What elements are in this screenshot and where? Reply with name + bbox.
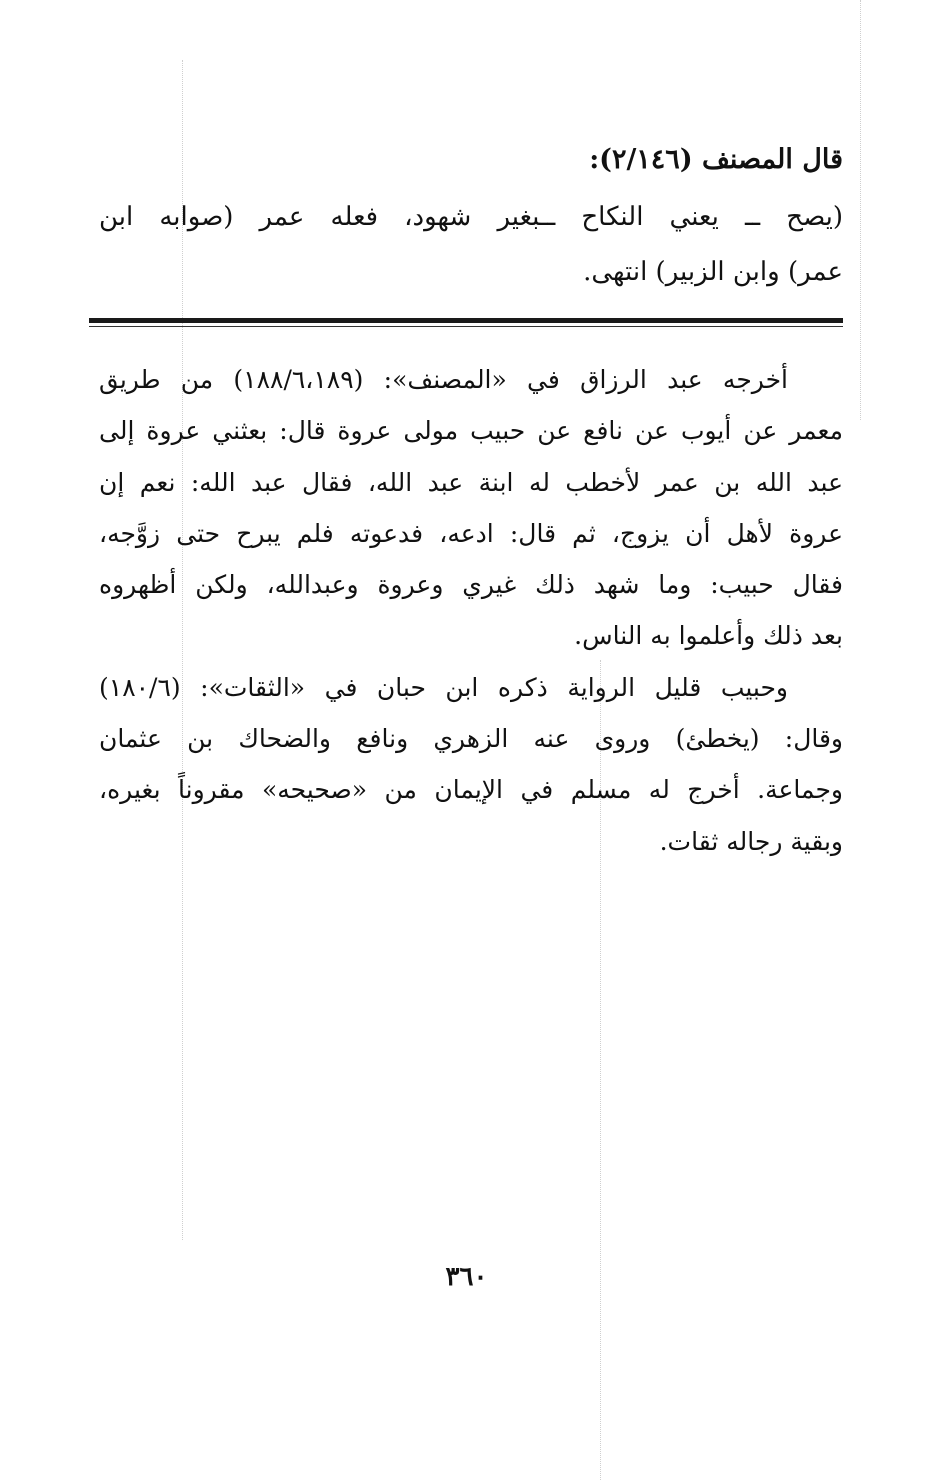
text-line: معمر عن أيوب عن نافع عن حبيب مولى عروة قال: بعثني عروة إلى: [99, 416, 843, 446]
commentary-body: [99, 354, 843, 867]
scan-crease: [860, 0, 861, 420]
page-number: ٣٦٠: [445, 1262, 488, 1292]
separator-rule-thick: [89, 318, 843, 323]
separator-rule-thin: [89, 326, 843, 327]
quote-line: (يصح ــ يعني النكاح ــبغير شهود، فعله عمر (صوابه ابن: [99, 202, 844, 232]
paragraph-2: [99, 662, 843, 867]
paragraph-1: [99, 354, 843, 662]
text-line: وبقية رجاله ثقات.: [659, 826, 843, 856]
text-line: عروة لأهل أن يزوج، ثم قال: ادعه، فدعوته فلم يبرح حتى زوَّجه،: [99, 518, 843, 548]
text-line: بعد ذلك وأعلموا به الناس.: [574, 621, 843, 651]
text-line: وحبيب قليل الرواية ذكره ابن حبان في «الثقات»: (١٨٠/٦): [99, 672, 788, 702]
text-line: عبد الله بن عمر لأخطب له ابنة عبد الله، فقال عبد الله: نعم إن: [99, 467, 843, 497]
text-line: أخرجه عبد الرزاق في «المصنف»: (١٨٨/٦،١٨٩) من طريق: [99, 365, 788, 394]
section-heading: قال المصنف (٢/١٤٦):: [589, 144, 843, 175]
quoted-text: [99, 190, 843, 300]
quote-line: عمر) وابن الزبير) انتهى.: [583, 257, 843, 287]
text-line: فقال حبيب: وما شهد ذلك غيري وعروة وعبدالله، ولكن أظهروه: [99, 570, 843, 600]
text-line: وقال: (يخطئ) وروى عنه الزهري ونافع والضحاك بن عثمان: [99, 724, 843, 754]
text-line: وجماعة. أخرج له مسلم في الإيمان من «صحيحه» مقروناً بغيره،: [99, 775, 843, 805]
